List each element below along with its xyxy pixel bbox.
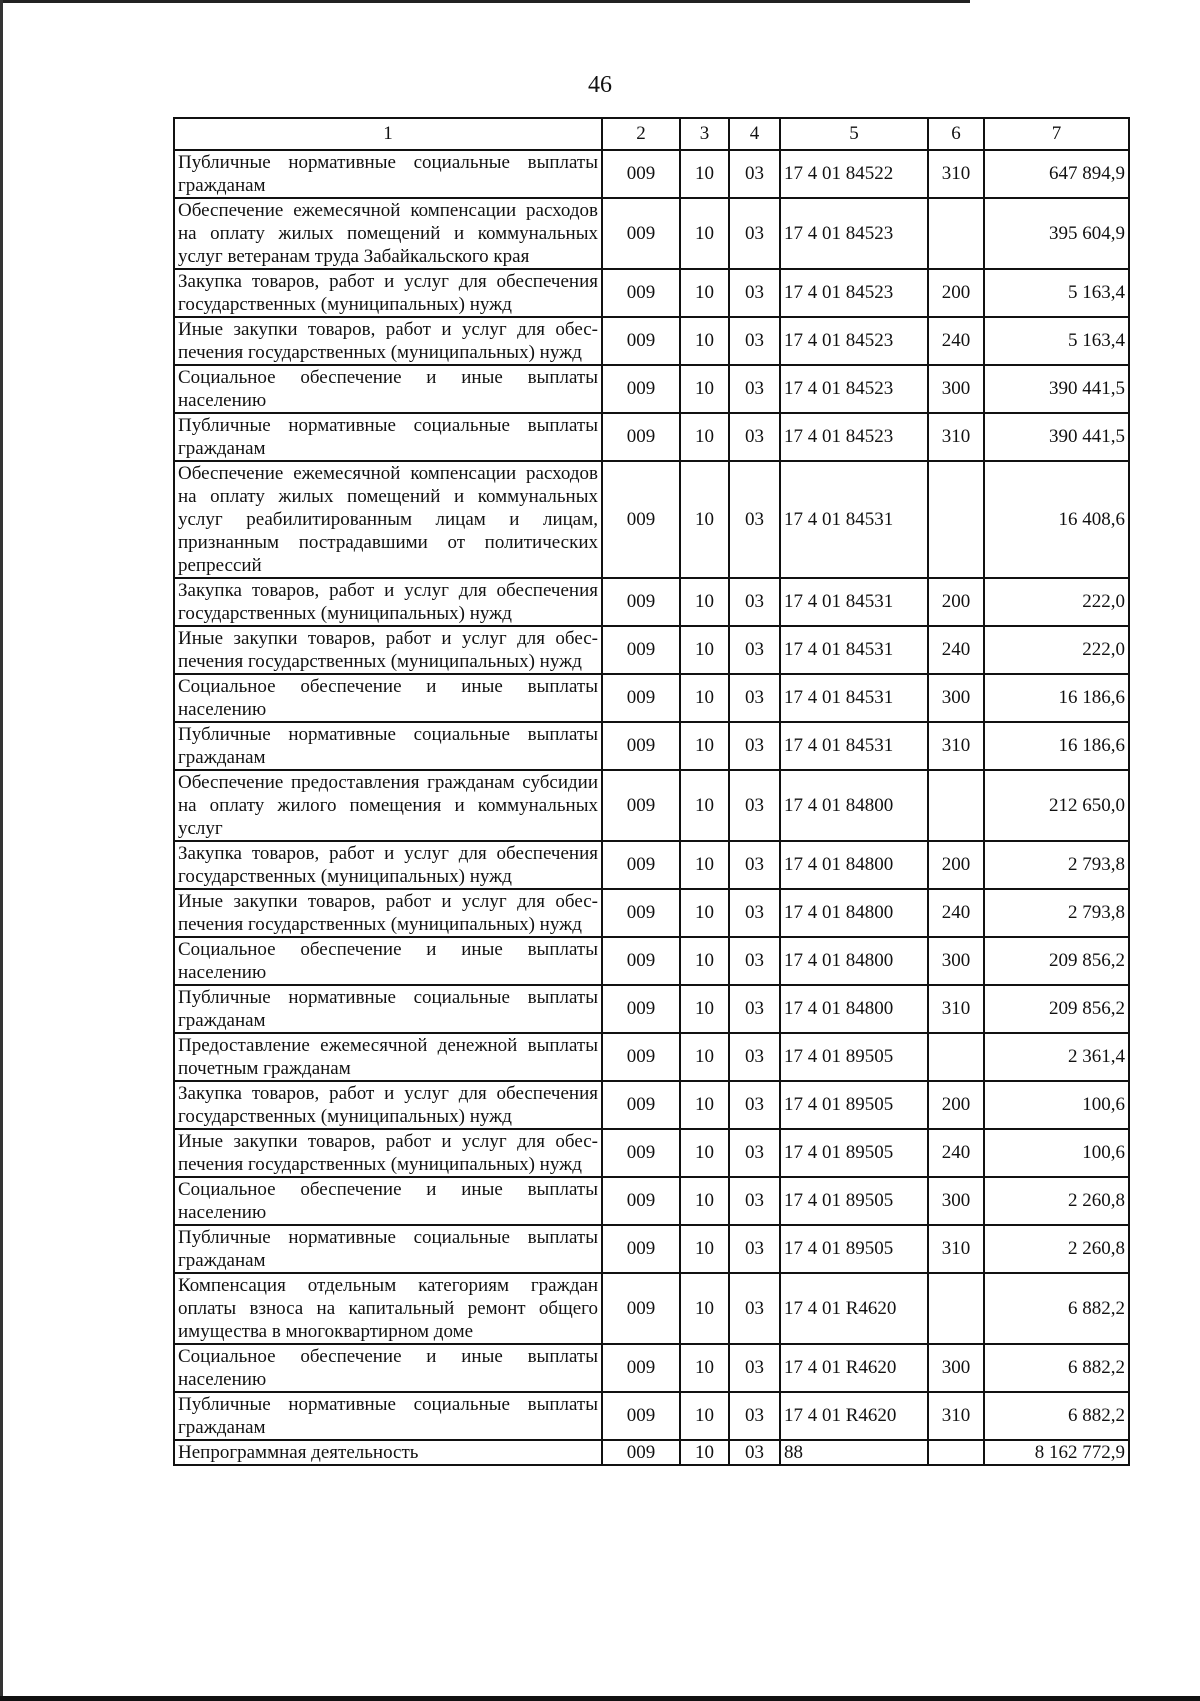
- table-row: [174, 626, 1129, 674]
- table-row: [174, 269, 1129, 317]
- row-section-code: 10: [680, 198, 729, 269]
- row-subsection-code: 03: [729, 1129, 780, 1177]
- table-row: [174, 1177, 1129, 1225]
- row-expense-type: 200: [928, 269, 984, 317]
- column-header-1: 1: [174, 118, 602, 150]
- row-name: Обеспечение ежемесячной компенсации расходов на оплату жилых помещений и коммунальных услуг реабилитированным лицам и лицам, признанным пострадавшими от политических репрессий: [174, 461, 602, 578]
- table-row: [174, 937, 1129, 985]
- row-section-code: 10: [680, 626, 729, 674]
- row-expense-type: 310: [928, 722, 984, 770]
- table-row: [174, 1081, 1129, 1129]
- row-ved-code: 009: [602, 937, 680, 985]
- row-target-article: 17 4 01 89505: [780, 1225, 928, 1273]
- row-section-code: 10: [680, 578, 729, 626]
- row-subsection-code: 03: [729, 413, 780, 461]
- row-subsection-code: 03: [729, 1440, 780, 1465]
- row-target-article: 17 4 01 84800: [780, 937, 928, 985]
- row-target-article: 17 4 01 R4620: [780, 1273, 928, 1344]
- row-amount: 6 882,2: [984, 1392, 1129, 1440]
- row-section-code: 10: [680, 1033, 729, 1081]
- row-subsection-code: 03: [729, 578, 780, 626]
- row-expense-type: 200: [928, 578, 984, 626]
- row-section-code: 10: [680, 722, 729, 770]
- budget-table-body: [174, 150, 1129, 1465]
- row-subsection-code: 03: [729, 269, 780, 317]
- row-expense-type: 300: [928, 937, 984, 985]
- row-amount: 390 441,5: [984, 365, 1129, 413]
- row-name: Непрограммная деятельность: [174, 1440, 602, 1465]
- row-subsection-code: 03: [729, 1344, 780, 1392]
- row-ved-code: 009: [602, 1344, 680, 1392]
- row-ved-code: 009: [602, 1081, 680, 1129]
- row-amount: 647 894,9: [984, 150, 1129, 198]
- row-name: Закупка товаров, работ и услуг для обеспечения государственных (муниципальных) нужд: [174, 841, 602, 889]
- row-subsection-code: 03: [729, 674, 780, 722]
- column-header-4: 4: [729, 118, 780, 150]
- row-section-code: 10: [680, 841, 729, 889]
- row-target-article: 17 4 01 84531: [780, 626, 928, 674]
- row-amount: 5 163,4: [984, 269, 1129, 317]
- row-ved-code: 009: [602, 1392, 680, 1440]
- row-target-article: 17 4 01 89505: [780, 1033, 928, 1081]
- row-section-code: 10: [680, 770, 729, 841]
- row-amount: 6 882,2: [984, 1273, 1129, 1344]
- row-section-code: 10: [680, 1273, 729, 1344]
- row-name: Предоставление ежемесячной денежной выплаты почетным гражданам: [174, 1033, 602, 1081]
- row-section-code: 10: [680, 413, 729, 461]
- row-section-code: 10: [680, 317, 729, 365]
- row-amount: 2 260,8: [984, 1177, 1129, 1225]
- row-subsection-code: 03: [729, 1273, 780, 1344]
- row-target-article: 17 4 01 84800: [780, 841, 928, 889]
- row-amount: 222,0: [984, 626, 1129, 674]
- row-name: Иные закупки товаров, работ и услуг для обеспечения государственных (муниципальных) нужд: [174, 889, 602, 937]
- table-row: [174, 365, 1129, 413]
- row-expense-type: 310: [928, 150, 984, 198]
- table-row: [174, 1440, 1129, 1465]
- table-row: [174, 150, 1129, 198]
- row-target-article: 17 4 01 84523: [780, 317, 928, 365]
- row-amount: 2 260,8: [984, 1225, 1129, 1273]
- row-target-article: 17 4 01 89505: [780, 1081, 928, 1129]
- scan-left-border: [0, 0, 3, 1701]
- row-section-code: 10: [680, 889, 729, 937]
- row-ved-code: 009: [602, 770, 680, 841]
- row-target-article: 17 4 01 84800: [780, 985, 928, 1033]
- row-subsection-code: 03: [729, 1177, 780, 1225]
- row-section-code: 10: [680, 269, 729, 317]
- column-header-7: 7: [984, 118, 1129, 150]
- row-ved-code: 009: [602, 198, 680, 269]
- row-amount: 16 186,6: [984, 674, 1129, 722]
- row-expense-type: 310: [928, 985, 984, 1033]
- row-subsection-code: 03: [729, 841, 780, 889]
- row-amount: 6 882,2: [984, 1344, 1129, 1392]
- row-target-article: 17 4 01 84800: [780, 889, 928, 937]
- row-amount: 100,6: [984, 1129, 1129, 1177]
- row-target-article: 17 4 01 84531: [780, 722, 928, 770]
- row-name: Социальное обеспечение и иные выплаты населению: [174, 1344, 602, 1392]
- row-expense-type: 240: [928, 317, 984, 365]
- row-name: Публичные нормативные социальные выплаты гражданам: [174, 1225, 602, 1273]
- table-row: [174, 1225, 1129, 1273]
- row-subsection-code: 03: [729, 1033, 780, 1081]
- column-header-5: 5: [780, 118, 928, 150]
- row-ved-code: 009: [602, 889, 680, 937]
- row-target-article: 17 4 01 84523: [780, 413, 928, 461]
- row-target-article: 17 4 01 84531: [780, 674, 928, 722]
- budget-table: [173, 117, 1130, 1466]
- table-row: [174, 770, 1129, 841]
- table-row: [174, 889, 1129, 937]
- row-name: Публичные нормативные социальные выплаты гражданам: [174, 150, 602, 198]
- table-header-row: [174, 118, 1129, 150]
- row-ved-code: 009: [602, 722, 680, 770]
- column-header-2: 2: [602, 118, 680, 150]
- row-amount: 100,6: [984, 1081, 1129, 1129]
- table-row: [174, 461, 1129, 578]
- row-name: Иные закупки товаров, работ и услуг для обеспечения государственных (муниципальных) нужд: [174, 626, 602, 674]
- row-name: Публичные нормативные социальные выплаты гражданам: [174, 413, 602, 461]
- table-row: [174, 198, 1129, 269]
- page-number: 46: [588, 72, 612, 98]
- row-expense-type: 240: [928, 626, 984, 674]
- row-section-code: 10: [680, 1081, 729, 1129]
- row-name: Социальное обеспечение и иные выплаты населению: [174, 674, 602, 722]
- row-subsection-code: 03: [729, 722, 780, 770]
- row-subsection-code: 03: [729, 889, 780, 937]
- row-target-article: 17 4 01 89505: [780, 1129, 928, 1177]
- row-section-code: 10: [680, 1225, 729, 1273]
- row-name: Обеспечение ежемесячной компенсации расходов на оплату жилых помещений и коммунальных услуг ветеранам труда Забайкальского края: [174, 198, 602, 269]
- row-expense-type: 310: [928, 413, 984, 461]
- table-row: [174, 1129, 1129, 1177]
- row-expense-type: [928, 461, 984, 578]
- row-ved-code: 009: [602, 626, 680, 674]
- row-expense-type: [928, 770, 984, 841]
- row-ved-code: 009: [602, 365, 680, 413]
- row-target-article: 17 4 01 84523: [780, 365, 928, 413]
- row-amount: 212 650,0: [984, 770, 1129, 841]
- table-row: [174, 578, 1129, 626]
- row-expense-type: 240: [928, 889, 984, 937]
- row-section-code: 10: [680, 150, 729, 198]
- row-amount: 16 408,6: [984, 461, 1129, 578]
- row-subsection-code: 03: [729, 317, 780, 365]
- row-ved-code: 009: [602, 1273, 680, 1344]
- row-expense-type: [928, 1273, 984, 1344]
- table-row: [174, 1033, 1129, 1081]
- row-expense-type: 300: [928, 1177, 984, 1225]
- row-amount: 8 162 772,9: [984, 1440, 1129, 1465]
- table-row: [174, 413, 1129, 461]
- row-ved-code: 009: [602, 269, 680, 317]
- row-target-article: 17 4 01 R4620: [780, 1392, 928, 1440]
- row-expense-type: 200: [928, 841, 984, 889]
- column-header-6: 6: [928, 118, 984, 150]
- row-target-article: 17 4 01 89505: [780, 1177, 928, 1225]
- row-name: Компенсация отдельным категориям граждан оплаты взноса на капитальный ремонт общего имущества в многоквартирном доме: [174, 1273, 602, 1344]
- table-row: [174, 1392, 1129, 1440]
- row-expense-type: [928, 198, 984, 269]
- row-target-article: 17 4 01 R4620: [780, 1344, 928, 1392]
- row-name: Публичные нормативные социальные выплаты гражданам: [174, 1392, 602, 1440]
- row-ved-code: 009: [602, 985, 680, 1033]
- table-row: [174, 722, 1129, 770]
- row-name: Закупка товаров, работ и услуг для обеспечения государственных (муниципальных) нужд: [174, 269, 602, 317]
- row-subsection-code: 03: [729, 198, 780, 269]
- row-name: Социальное обеспечение и иные выплаты населению: [174, 937, 602, 985]
- row-name: Социальное обеспечение и иные выплаты населению: [174, 365, 602, 413]
- row-target-article: 17 4 01 84531: [780, 578, 928, 626]
- scan-top-border: [0, 0, 970, 3]
- row-ved-code: 009: [602, 1440, 680, 1465]
- row-subsection-code: 03: [729, 461, 780, 578]
- row-target-article: 17 4 01 84522: [780, 150, 928, 198]
- row-name: Публичные нормативные социальные выплаты гражданам: [174, 722, 602, 770]
- row-subsection-code: 03: [729, 770, 780, 841]
- row-subsection-code: 03: [729, 985, 780, 1033]
- row-section-code: 10: [680, 461, 729, 578]
- row-expense-type: [928, 1033, 984, 1081]
- row-ved-code: 009: [602, 1225, 680, 1273]
- row-target-article: 17 4 01 84531: [780, 461, 928, 578]
- row-subsection-code: 03: [729, 626, 780, 674]
- row-subsection-code: 03: [729, 1225, 780, 1273]
- row-ved-code: 009: [602, 317, 680, 365]
- row-expense-type: 310: [928, 1392, 984, 1440]
- row-target-article: 17 4 01 84523: [780, 269, 928, 317]
- row-ved-code: 009: [602, 578, 680, 626]
- row-section-code: 10: [680, 937, 729, 985]
- table-row: [174, 841, 1129, 889]
- row-name: Социальное обеспечение и иные выплаты населению: [174, 1177, 602, 1225]
- row-amount: 395 604,9: [984, 198, 1129, 269]
- table-row: [174, 1273, 1129, 1344]
- row-ved-code: 009: [602, 150, 680, 198]
- row-ved-code: 009: [602, 1177, 680, 1225]
- row-subsection-code: 03: [729, 1081, 780, 1129]
- row-section-code: 10: [680, 1177, 729, 1225]
- row-target-article: 17 4 01 84800: [780, 770, 928, 841]
- row-ved-code: 009: [602, 1033, 680, 1081]
- row-amount: 5 163,4: [984, 317, 1129, 365]
- row-ved-code: 009: [602, 1129, 680, 1177]
- row-amount: 2 793,8: [984, 889, 1129, 937]
- row-subsection-code: 03: [729, 937, 780, 985]
- row-section-code: 10: [680, 1440, 729, 1465]
- row-expense-type: [928, 1440, 984, 1465]
- row-name: Публичные нормативные социальные выплаты гражданам: [174, 985, 602, 1033]
- row-expense-type: 300: [928, 365, 984, 413]
- scan-bottom-border: [0, 1696, 1200, 1701]
- row-target-article: 17 4 01 84523: [780, 198, 928, 269]
- row-amount: 222,0: [984, 578, 1129, 626]
- table-row: [174, 317, 1129, 365]
- row-amount: 2 361,4: [984, 1033, 1129, 1081]
- row-name: Закупка товаров, работ и услуг для обеспечения государственных (муниципальных) нужд: [174, 578, 602, 626]
- column-header-3: 3: [680, 118, 729, 150]
- row-expense-type: 240: [928, 1129, 984, 1177]
- row-section-code: 10: [680, 365, 729, 413]
- row-section-code: 10: [680, 1344, 729, 1392]
- row-amount: 209 856,2: [984, 985, 1129, 1033]
- row-subsection-code: 03: [729, 150, 780, 198]
- row-subsection-code: 03: [729, 1392, 780, 1440]
- row-expense-type: 310: [928, 1225, 984, 1273]
- row-section-code: 10: [680, 674, 729, 722]
- row-amount: 16 186,6: [984, 722, 1129, 770]
- row-subsection-code: 03: [729, 365, 780, 413]
- row-expense-type: 300: [928, 1344, 984, 1392]
- row-name: Иные закупки товаров, работ и услуг для обеспечения государственных (муниципальных) нужд: [174, 317, 602, 365]
- row-name: Обеспечение предоставления гражданам субсидии на оплату жилого помещения и коммунальных услуг: [174, 770, 602, 841]
- row-ved-code: 009: [602, 841, 680, 889]
- row-amount: 2 793,8: [984, 841, 1129, 889]
- row-amount: 390 441,5: [984, 413, 1129, 461]
- row-expense-type: 200: [928, 1081, 984, 1129]
- row-amount: 209 856,2: [984, 937, 1129, 985]
- row-section-code: 10: [680, 1392, 729, 1440]
- row-ved-code: 009: [602, 674, 680, 722]
- row-target-article: 88: [780, 1440, 928, 1465]
- row-name: Иные закупки товаров, работ и услуг для обеспечения государственных (муниципальных) нужд: [174, 1129, 602, 1177]
- row-expense-type: 300: [928, 674, 984, 722]
- row-ved-code: 009: [602, 413, 680, 461]
- row-name: Закупка товаров, работ и услуг для обеспечения государственных (муниципальных) нужд: [174, 1081, 602, 1129]
- table-row: [174, 1344, 1129, 1392]
- table-row: [174, 674, 1129, 722]
- row-section-code: 10: [680, 1129, 729, 1177]
- row-ved-code: 009: [602, 461, 680, 578]
- table-row: [174, 985, 1129, 1033]
- row-section-code: 10: [680, 985, 729, 1033]
